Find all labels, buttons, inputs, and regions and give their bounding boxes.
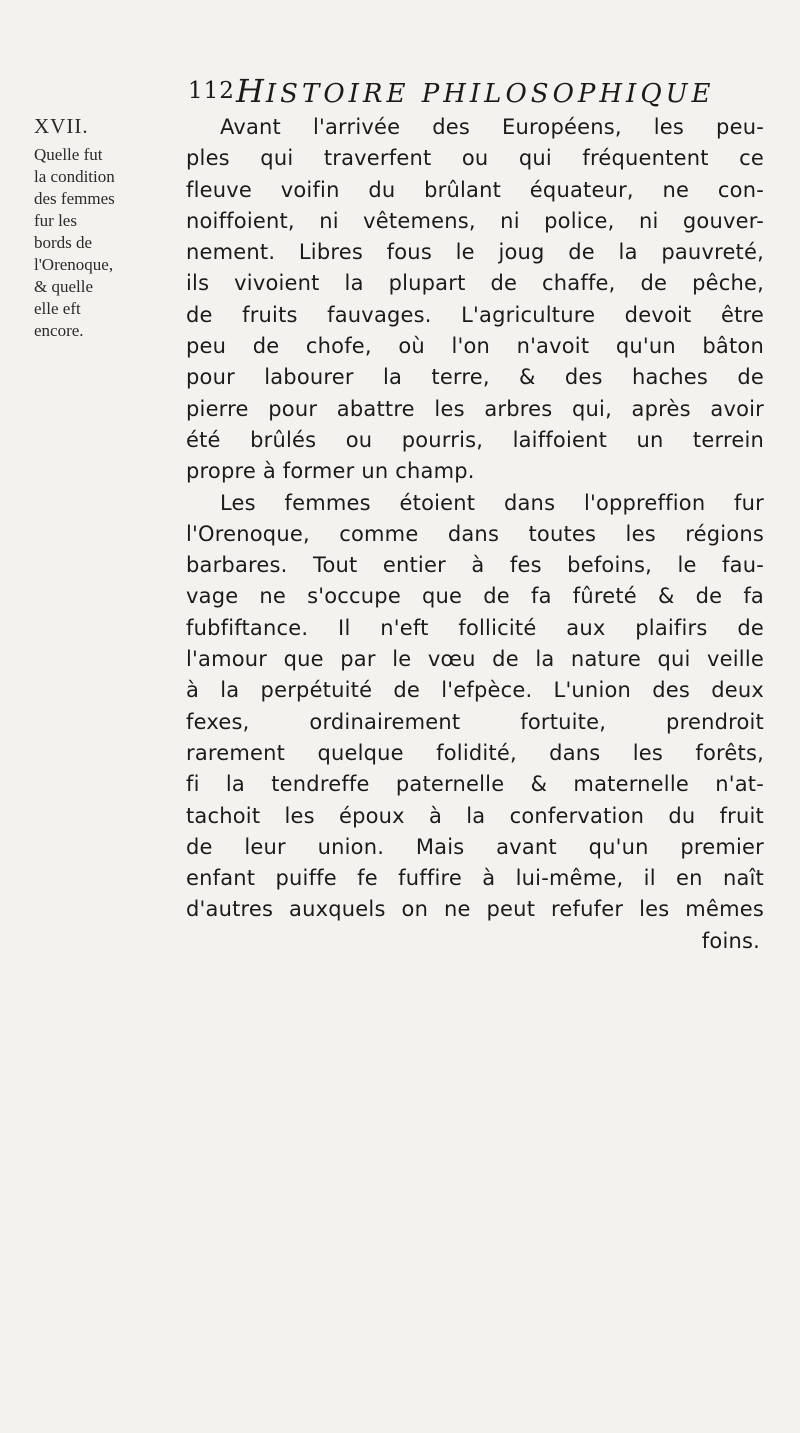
text-line: d'autres auxquels on ne peut refufer les mêmes [186, 897, 764, 922]
text-line: Les femmes étoient dans l'oppreffion fur [220, 490, 764, 515]
catchword: foins. [701, 928, 760, 953]
text-line: fleuve voifin du brûlant équateur, ne con- [186, 177, 764, 202]
text-line: nement. Libres fous le joug de la pauvreté, [186, 240, 764, 265]
main-text [186, 112, 764, 957]
text-line: ples qui traverfent ou qui fréquentent ce [186, 146, 764, 171]
text-line: noiffoient, ni vêtemens, ni police, ni gouver- [186, 208, 764, 233]
text-line: à la perpétuité de l'efpèce. L'union des deux [186, 678, 764, 703]
margin-note-line: la condition [34, 167, 115, 186]
text-line: ils vivoient la plupart de chaffe, de pêche, [186, 271, 764, 296]
text-line: pour labourer la terre, & des haches de [186, 365, 764, 390]
margin-note-line: elle eft [34, 299, 81, 318]
text-line: de fruits fauvages. L'agriculture devoit être [186, 302, 764, 327]
text-line: l'Orenoque, comme dans toutes les régions [186, 521, 764, 546]
text-line: Avant l'arrivée des Européens, les peu- [220, 115, 764, 139]
margin-note-line: des femmes [34, 189, 115, 208]
running-title [236, 72, 715, 110]
text-line: barbares. Tout entier à fes befoins, le fau- [186, 553, 764, 578]
margin-note-line: l'Orenoque, [34, 255, 114, 274]
margin-note-line: bords de [34, 233, 93, 252]
text-line: fubfiftance. Il n'eft follicité aux plaifirs de [186, 615, 764, 640]
text-line: été brûlés ou pourris, laiffoient un terrein [186, 427, 764, 452]
margin-note-line: Quelle fut [34, 145, 103, 164]
text-line: tachoit les époux à la confervation du fruit [186, 803, 764, 828]
text-line: fexes, ordinairement fortuite, prendroit [186, 709, 764, 734]
text-line: fi la tendreffe paternelle & maternelle n'at- [186, 772, 764, 797]
text-line: de leur union. Mais avant qu'un premier [186, 834, 764, 859]
section-number: XVII. [34, 114, 89, 138]
text-line: enfant puiffe fe fuffire à lui-même, il en naît [186, 866, 764, 891]
paragraph-1 [186, 112, 764, 488]
text-line: l'amour que par le vœu de la nature qui veille [186, 647, 764, 672]
running-title-initial: H [236, 72, 266, 110]
margin-note [34, 112, 184, 342]
text-line: vage ne s'occupe que de fa fûreté & de fa [186, 584, 764, 609]
page-number: 112 [188, 78, 235, 104]
text-line: propre à former un champ. [186, 459, 475, 484]
running-title-rest: ISTOIRE PHILOSOPHIQUE [265, 79, 715, 109]
margin-note-line: & quelle [34, 277, 94, 296]
text-line: peu de chofe, où l'on n'avoit qu'un bâton [186, 334, 764, 359]
margin-note-line: fur les [34, 211, 77, 230]
text-line: pierre pour abattre les arbres qui, après avoir [186, 396, 764, 421]
paragraph-2 [186, 488, 764, 926]
text-line: rarement quelque folidité, dans les forêts, [186, 740, 764, 765]
margin-note-line: encore. [34, 321, 84, 340]
